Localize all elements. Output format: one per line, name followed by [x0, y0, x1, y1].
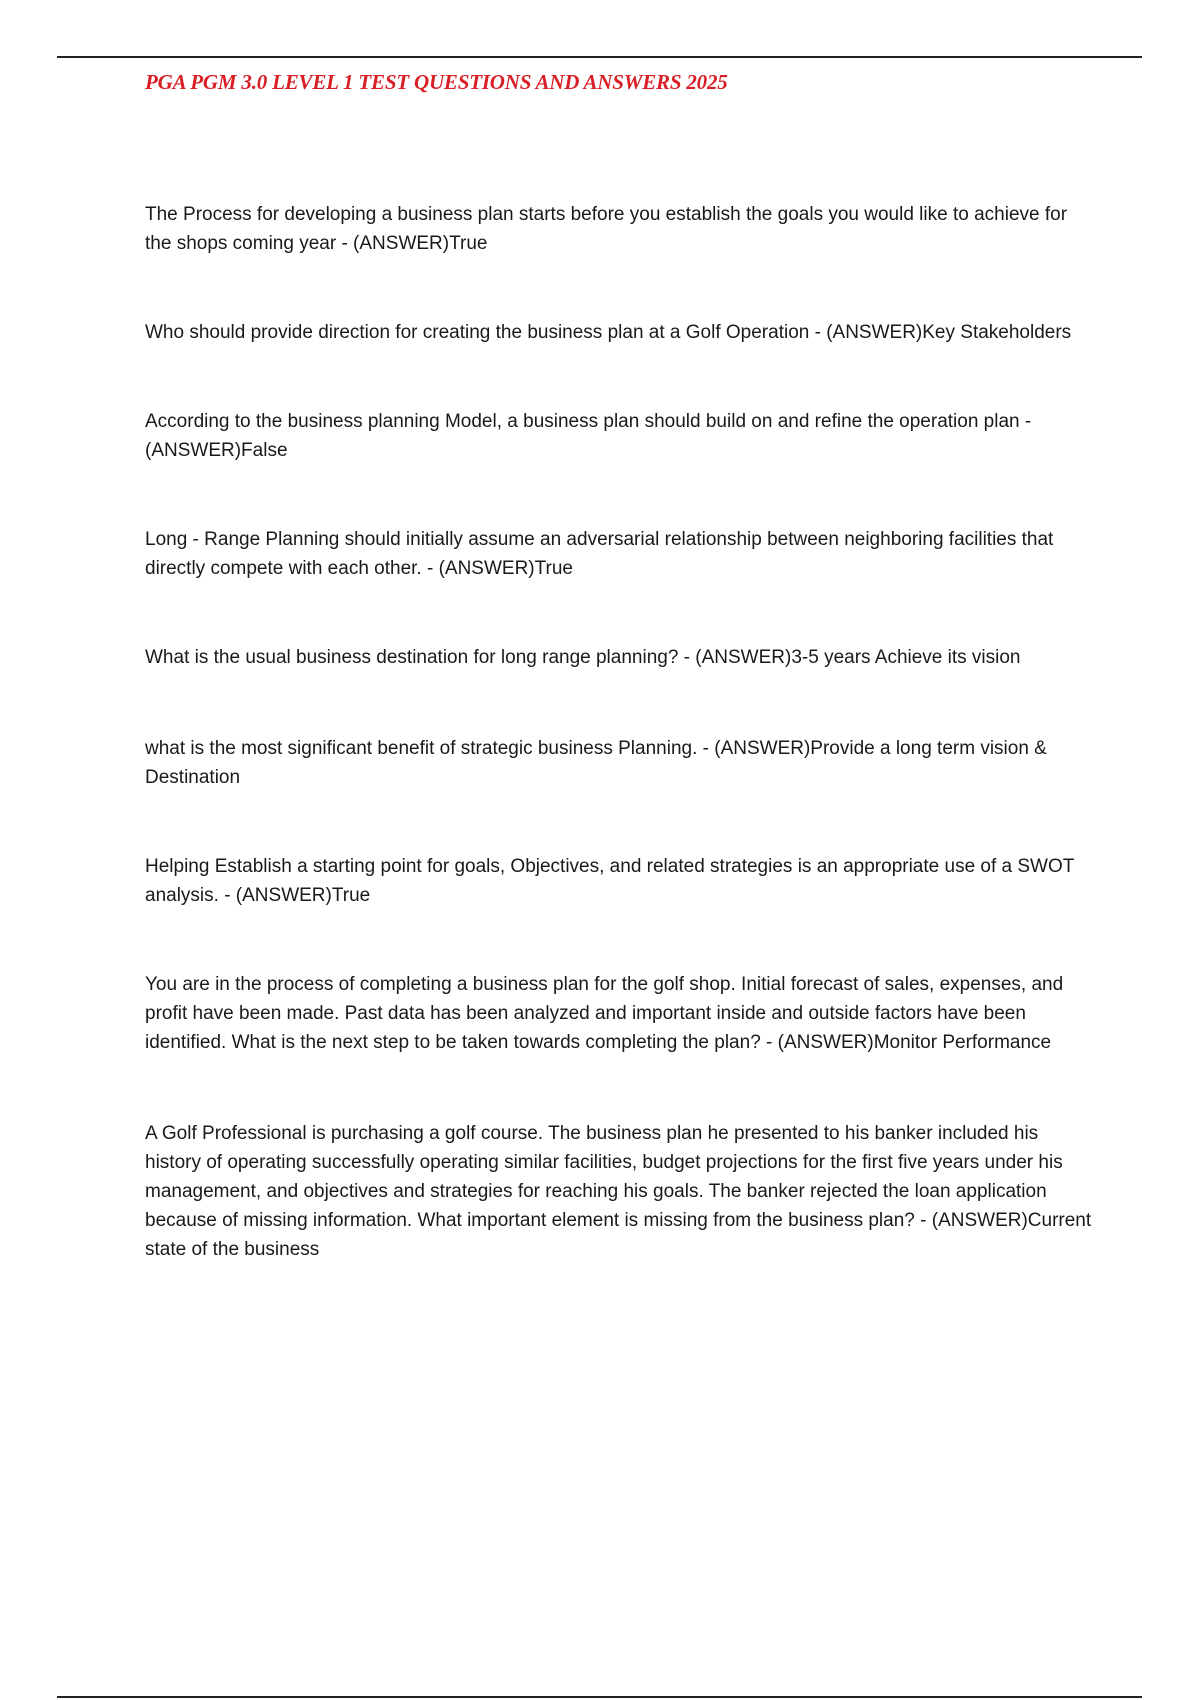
qa-item-5: What is the usual business destination for long range planning? - (ANSWER)3-5 years Achieve its vision	[145, 647, 1021, 668]
qa-item-9: A Golf Professional is purchasing a golf course. The business plan he presented to his banker included his history of operating successfully operating similar facilities, budget projections for the first five years under his management, and objectives and strategies for reaching his goals. The banker rejected the loan application because of missing information. What important element is missing from the business plan? - (ANSWER)Current state of the business	[145, 1123, 1092, 1260]
qa-item-1: The Process for developing a business plan starts before you establish the goals you would like to achieve for the shops coming year - (ANSWER)True	[145, 204, 1068, 254]
qa-item-2: Who should provide direction for creating the business plan at a Golf Operation - (ANSWER)Key Stakeholders	[145, 322, 1072, 343]
qa-list	[145, 200, 1095, 1324]
qa-item-4: Long - Range Planning should initially assume an adversarial relationship between neighboring facilities that directly compete with each other. - (ANSWER)True	[145, 529, 1054, 579]
qa-item-7: Helping Establish a starting point for goals, Objectives, and related strategies is an appropriate use of a SWOT analysis. - (ANSWER)True	[145, 856, 1075, 906]
document-title: PGA PGM 3.0 LEVEL 1 TEST QUESTIONS AND ANSWERS 2025	[145, 70, 728, 94]
top-rule	[57, 56, 1142, 58]
qa-item-6: what is the most significant benefit of strategic business Planning. - (ANSWER)Provide a long term vision & Destination	[145, 738, 1047, 788]
qa-item-8: You are in the process of completing a business plan for the golf shop. Initial forecast of sales, expenses, and profit have been made. Past data has been analyzed and important inside and outside factors have been identified. What is the next step to be taken towards completing the plan? - (ANSWER)Monitor Performance	[145, 974, 1064, 1053]
qa-item-3: According to the business planning Model, a business plan should build on and refine the operation plan - (ANSWER)False	[145, 411, 1032, 461]
bottom-rule	[57, 1696, 1142, 1698]
